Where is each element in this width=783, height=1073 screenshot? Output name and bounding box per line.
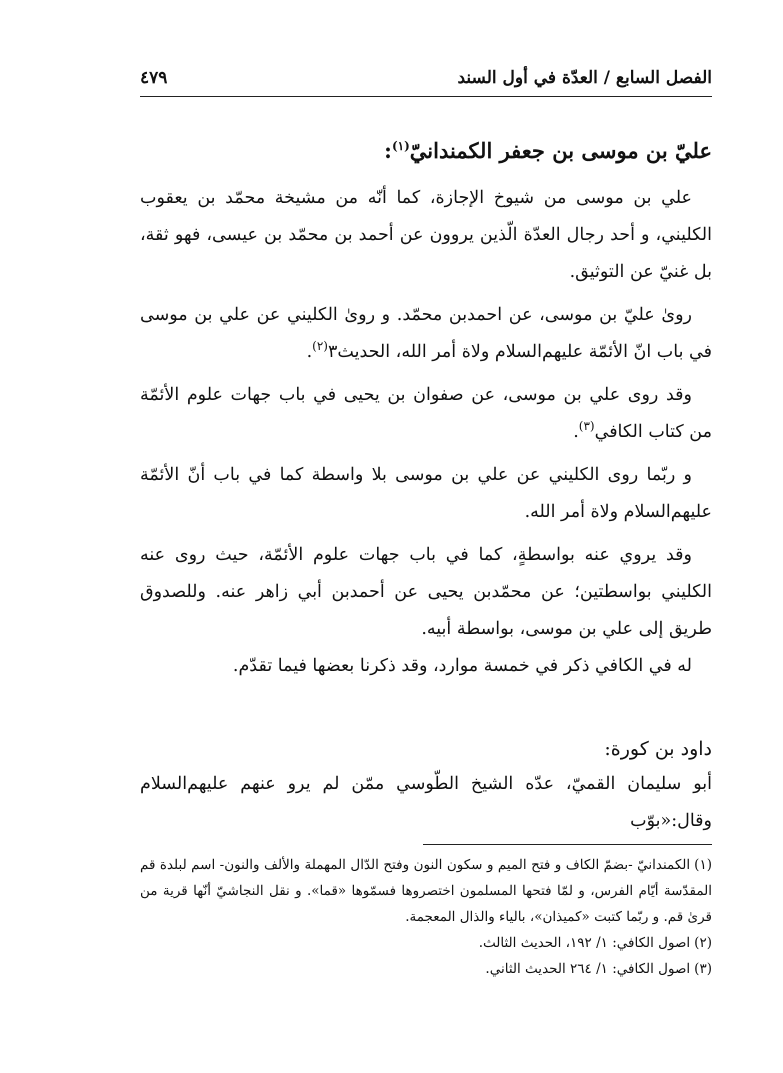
- footnote-number: (٢): [694, 935, 712, 951]
- paragraph-text: وقد يروي عنه بواسطةٍ، كما في باب جهات علوم الأئمّة، حيث روى عنه الكليني بواسطتين؛ عن محمّدبن يحيى عن أحمدبن أبي زاهر عنه. وللصدوق طريق إلى علي بن موسى، بواسطة أبيه.: [140, 545, 712, 639]
- paragraph-text: أبو سليمان القميّ، عدّه الشيخ الطّوسي ممّن لم يرو عنهم عليهم‌السلام وقال:«بوّب: [140, 774, 712, 831]
- footnote-text: اصول الكافي: ١/ ٢٦٤ الحديث الثاني.: [485, 961, 691, 977]
- footnote: [140, 956, 712, 982]
- paragraph-suffix: .: [573, 422, 579, 442]
- paragraph: [140, 648, 712, 685]
- paragraph: [140, 457, 712, 531]
- footnote-number: (١): [694, 857, 712, 873]
- heading-suffix: :: [384, 138, 392, 163]
- paragraph-text: وقد روى علي بن موسى، عن صفوان بن يحيى في باب جهات علوم الأئمّة من كتاب الكافي: [140, 385, 712, 442]
- footnote-ref: (٢): [312, 339, 328, 354]
- paragraph: [140, 766, 712, 840]
- paragraph: [140, 297, 712, 371]
- paragraph: [140, 180, 712, 291]
- section1-body: [140, 180, 712, 685]
- footnote: [140, 930, 712, 956]
- paragraph: [140, 377, 712, 451]
- section-ali-bin-musa: [140, 138, 712, 163]
- running-header: [140, 62, 712, 97]
- footnotes: [140, 852, 712, 982]
- footnote-ref: (٣): [578, 419, 595, 434]
- paragraph-text: علي بن موسى من شيوخ الإجازة، كما أنّه من مشيخة محمّد بن يعقوب الكليني، و أحد رجال العدّة الّذين يروون عن أحمد بن محمّد بن عيسى، فهو ثقة، بل غنيّ عن التوثيق.: [140, 188, 712, 282]
- paragraph-text: له في الكافي ذكر في خمسة موارد، وقد ذكرنا بعضها فيما تقدّم.: [232, 656, 692, 676]
- footnote: [140, 852, 712, 930]
- paragraph: [140, 537, 712, 648]
- section-dawud-bin-kura: [140, 738, 712, 840]
- footnote-number: (٣): [694, 961, 712, 977]
- footnote-text: الكمندانيّ -بضمّ الكاف و فتح الميم و سكون النون وفتح الدّال المهملة والألف والنون- اسم لبلدة قم المقدّسة أيّام الفرس، و لمّا فتحها المسلمون اختصروها فسمّوها «قما». و نقل النجاشيّ أنّها قرية من قرىٰ قم. و ربّما كتبت «كميذان»، بالياء والذال المعجمة.: [140, 857, 712, 925]
- heading-text: عليّ بن موسى بن جعفر الكمندانيّ: [409, 138, 712, 163]
- header-title: الفصل السابع / العدّة في أول السند: [457, 68, 712, 88]
- footnote-ref: (١): [391, 139, 410, 153]
- paragraph-text: و ربّما روى الكليني عن علي بن موسى بلا واسطة كما في باب أنّ الأئمّة عليهم‌السلام ولاة أمر الله.: [140, 465, 712, 522]
- footnote-divider: [423, 844, 712, 845]
- paragraph-text: رویٰ عليّ بن موسى، عن احمدبن محمّد. و رویٰ الكليني عن علي بن موسى في باب انّ الأئمّة عليهم‌السلام ولاة أمر الله، الحديث٣: [140, 305, 712, 362]
- page-number: ٤٧٩: [140, 68, 168, 88]
- paragraph-suffix: .: [306, 342, 313, 362]
- section-heading: [140, 138, 712, 163]
- section-heading: داود بن كورة:: [604, 738, 712, 760]
- footnote-text: اصول الكافي: ١/ ١٩٢، الحديث الثالث.: [478, 935, 691, 951]
